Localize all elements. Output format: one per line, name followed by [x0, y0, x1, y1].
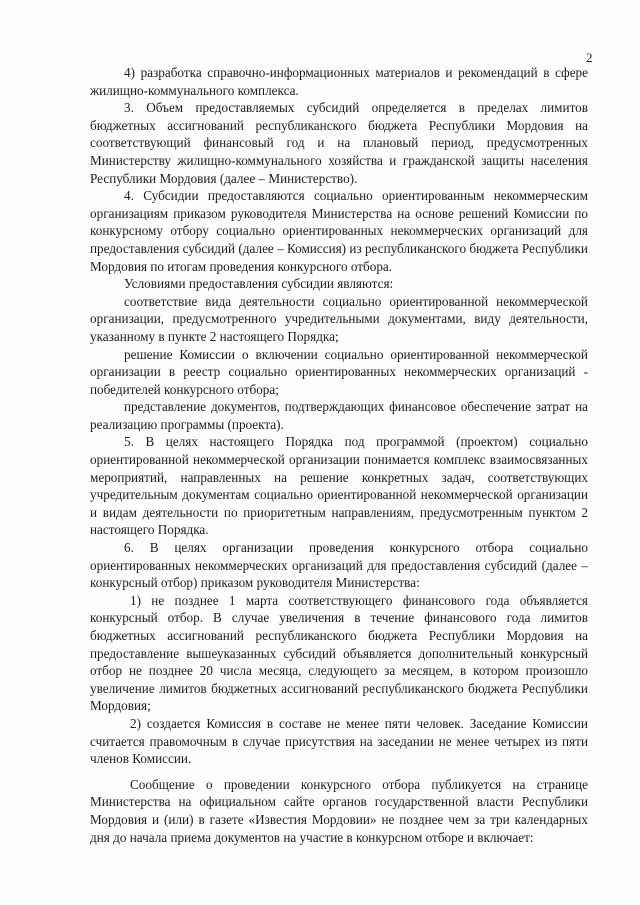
paragraph-subitem-1: 1) не позднее 1 марта соответствующего финансового года объявляется конкурсный отбор. В случае увеличения в течение финансового года лимитов бюджетных ассигнований республиканского бюджета Республики Мордовия на предоставление вышеуказанных субсидий объявляется дополнительный конкурсный отбор не позднее 20 числа месяца, следующего за месяцем, в котором произошло увеличение лимитов бюджетных ассигнований республиканского бюджета Республики Мордовия; [90, 592, 588, 714]
paragraph-section-4: 4. Субсидии предоставляются социально ориентированным некоммерческим организациям приказом руководителя Министерства на основе решений Комиссии по конкурсному отбору социально ориентированных некоммерческих организаций для предоставления субсидий (далее – Комиссия) из республиканского бюджета Республики Мордовия по итогам проведения конкурсного отбора. [90, 188, 588, 274]
paragraph-condition-3: представление документов, подтверждающих финансовое обеспечение затрат на реализацию программы (проекта). [90, 399, 588, 432]
paragraph-condition-2: решение Комиссии о включении социально ориентированной некоммерческой организации в реестр социально ориентированных некоммерческих организаций - победителей конкурсного отбора; [90, 346, 588, 397]
paragraph-section-3: 3. Объем предоставляемых субсидий определяется в пределах лимитов бюджетных ассигнований республиканского бюджета Республики Мордовия на соответствующий финансовый год и на плановый период, предусмотренных Министерству жилищно-коммунального хозяйства и гражданской защиты населения Республики Мордовия (далее – Министерство). [90, 100, 588, 186]
paragraph-section-5: 5. В целях настоящего Порядка под программой (проектом) социально ориентированной некоммерческой организации понимается комплекс взаимосвязанных мероприятий, направленных на решение конкретных задач, соответствующих учредительным документам социально ориентированной некоммерческой организации и видам деятельности по приоритетным направлениям, предусмотренным пунктом 2 настоящего Порядка. [90, 434, 588, 538]
paragraph-item-4: 4) разработка справочно-информационных материалов и рекомендаций в сфере жилищно-коммунального комплекса. [90, 65, 588, 98]
paragraph-conditions-heading: Условиями предоставления субсидии являются: [124, 276, 394, 292]
paragraph-subitem-2: 2) создается Комиссия в составе не менее пяти человек. Заседание Комиссии считается правомочным в случае присутствия на заседании не менее четырех из пяти членов Комиссии. [90, 715, 588, 767]
paragraph-condition-1: соответствие вида деятельности социально ориентированной некоммерческой организации, предусмотренного учредительными документами, виду деятельности, указанному в пункте 2 настоящего Порядка; [90, 293, 588, 344]
paragraph-section-6: 6. В целях организации проведения конкурсного отбора социально ориентированных некоммерческих организаций для предоставления субсидий (далее – конкурсный отбор) приказом руководителя Министерства: [90, 540, 588, 591]
paragraph-gap [90, 768, 588, 776]
page-number: 2 [586, 50, 593, 65]
document-body [90, 64, 588, 846]
paragraph-announcement: Сообщение о проведении конкурсного отбора публикуется на странице Министерства на официальном сайте органов государственной власти Республики Мордовия и (или) в газете «Известия Мордовии» не позднее чем за три календарных дня до начала приема документов на участие в конкурсном отборе и включает: [90, 776, 588, 845]
